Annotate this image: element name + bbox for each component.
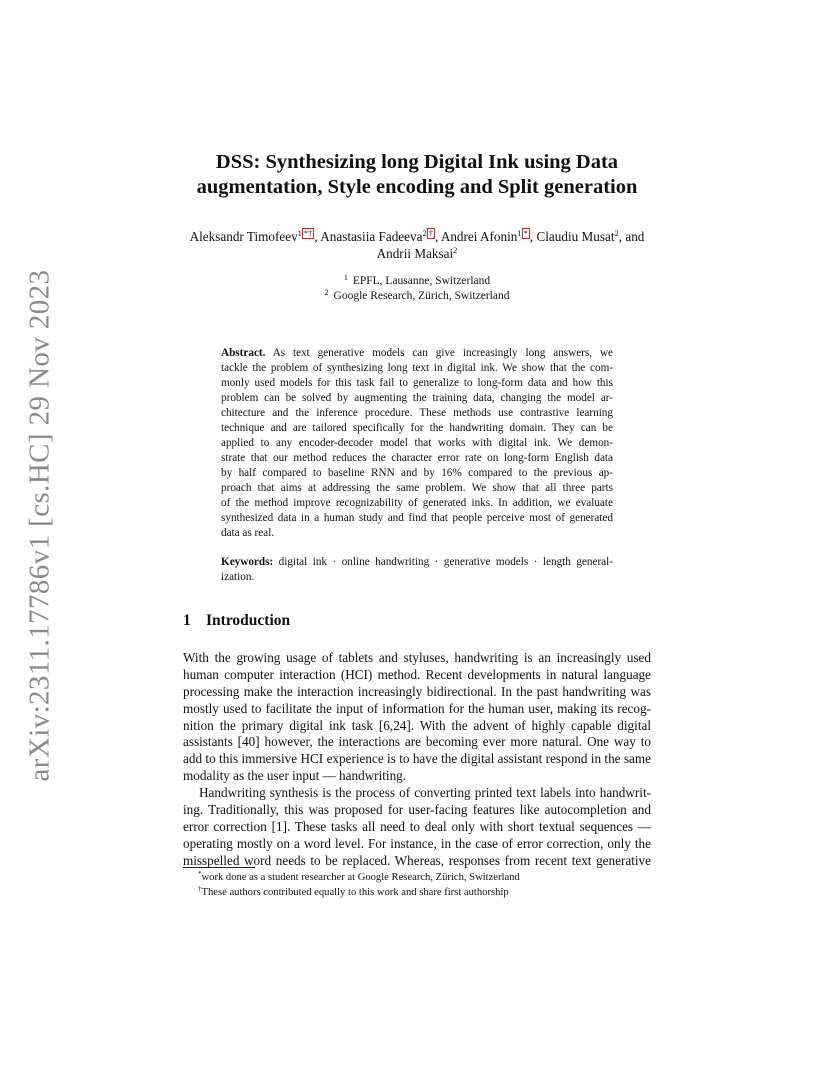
- author-list: [183, 228, 651, 262]
- keywords-label: Keywords:: [221, 556, 274, 568]
- body-line: mostly used to facilitate the input of information for the human user, making its recog-: [183, 700, 651, 716]
- abstract-label: Abstract.: [221, 347, 266, 359]
- abstract-line: synthesized data in a human study and find that people perceive most of generated: [221, 512, 613, 524]
- keywords: [221, 555, 613, 585]
- body-text: [183, 650, 651, 870]
- footnote-text: work done as a student researcher at Google Research, Zürich, Switzerland: [201, 872, 520, 883]
- author-line-1: [183, 228, 651, 245]
- author-line-2: [183, 245, 651, 262]
- author-name: Andrii Maksai: [376, 246, 454, 261]
- footnotes: [198, 870, 520, 900]
- affiliation-number: 1: [343, 273, 348, 282]
- abstract-line: Abstract. As text generative models can give increasingly long answers, we: [221, 347, 613, 359]
- affiliation-number: 2: [324, 288, 329, 297]
- body-line: error correction [1]. These tasks all need to deal only with short textual sequences —: [183, 818, 651, 834]
- body-line: human computer interaction (HCI) method. Recent developments in natural language: [183, 666, 651, 682]
- footnote-link[interactable]: *†: [303, 228, 313, 238]
- abstract-line: technique and are tailored specifically for the handwriting domain. They can be: [221, 422, 613, 434]
- author-affiliation-mark: 2: [422, 228, 427, 238]
- author-name: , Andrei Afonin: [434, 229, 518, 244]
- body-line: operating mostly on a word level. For instance, in the case of error correction, only the: [183, 835, 651, 851]
- abstract: [221, 346, 613, 541]
- footnote-mark: *: [198, 870, 202, 878]
- affiliation: [183, 274, 651, 289]
- affiliation-text: EPFL, Lausanne, Switzerland: [352, 275, 491, 287]
- paper-title: [183, 150, 651, 200]
- abstract-line: proach that aims at addressing the same problem. We show that all three parts: [221, 482, 613, 494]
- body-line: modality as the user input — handwriting.: [183, 768, 407, 784]
- footnote-rule: [183, 867, 255, 868]
- footnote: [198, 885, 520, 900]
- abstract-line: applied to any encoder-decoder model that works with digital ink. We demon-: [221, 437, 613, 449]
- arxiv-id-text: arXiv:2311.17786v1 [cs.HC] 29 Nov 2023: [23, 269, 56, 781]
- abstract-line: chitecture and the inference procedure. These methods use contrastive learning: [221, 407, 613, 419]
- footnote-mark: †: [198, 885, 202, 893]
- affiliation: [183, 289, 651, 304]
- body-line: Handwriting synthesis is the process of converting printed text labels into handwrit-: [199, 785, 651, 801]
- author-separator: , and: [618, 229, 645, 244]
- author-affiliation-mark: 1: [297, 228, 302, 238]
- body-line: With the growing usage of tablets and styluses, handwriting is an increasingly used: [183, 650, 651, 665]
- abstract-line: data as real.: [221, 527, 275, 539]
- abstract-line: problem can be solved by augmenting the training data, changing the model ar-: [221, 392, 613, 404]
- footnote-link[interactable]: †: [428, 228, 433, 238]
- author-affiliation-mark: 1: [517, 228, 522, 238]
- section-number: 1: [183, 612, 191, 629]
- body-line: ing. Traditionally, this was proposed for user-facing features like autocompletion and: [183, 802, 651, 818]
- abstract-line: monly used models for this task fail to generalize to long-form data and how this: [221, 377, 613, 389]
- title-line-1: DSS: Synthesizing long Digital Ink using Data: [215, 151, 619, 173]
- body-line: add to this immersive HCI experience is to have the digital assistant respond in the same: [183, 751, 651, 767]
- section-heading: [183, 612, 290, 630]
- author-name: Aleksandr Timofeev: [189, 229, 298, 244]
- arxiv-identifier-stamp: [22, 269, 58, 781]
- author-name: , Anastasiia Fadeeva: [314, 229, 423, 244]
- abstract-line: of the method improve recognizability of generated inks. In addition, we evaluate: [221, 497, 613, 509]
- body-line: processing make the interaction increasingly bidirectional. In the past handwriting was: [183, 683, 651, 699]
- body-line: nition the primary digital ink task [6,24]. With the advent of highly capable digital: [183, 717, 651, 733]
- keywords-line: Keywords: digital ink · online handwriting · generative models · length general-: [221, 556, 613, 568]
- title-line-2: augmentation, Style encoding and Split generation: [196, 176, 638, 198]
- footnote-link[interactable]: *: [523, 228, 528, 238]
- body-line: assistants [40] however, the interactions are becoming ever more natural. One way to: [183, 734, 651, 750]
- author-affiliation-mark: 2: [453, 245, 458, 255]
- footnote-text: These authors contributed equally to this work and share first authorship: [201, 887, 509, 898]
- body-line: misspelled word needs to be replaced. Whereas, responses from recent text generative: [183, 852, 651, 868]
- affiliation-list: [183, 274, 651, 304]
- section-title: Introduction: [206, 612, 291, 629]
- keywords-line: ization.: [221, 571, 255, 583]
- author-affiliation-mark: 2: [614, 228, 619, 238]
- footnote: [198, 870, 520, 885]
- abstract-line: by half compared to baseline RNN and by 16% compared to the previous ap-: [221, 467, 613, 479]
- abstract-line: strate that our method reduces the character error rate on long-form English data: [221, 452, 613, 464]
- affiliation-text: Google Research, Zürich, Switzerland: [333, 290, 510, 302]
- author-name: , Claudiu Musat: [529, 229, 615, 244]
- abstract-line: tackle the problem of synthesizing long text in digital ink. We show that the com-: [221, 362, 613, 374]
